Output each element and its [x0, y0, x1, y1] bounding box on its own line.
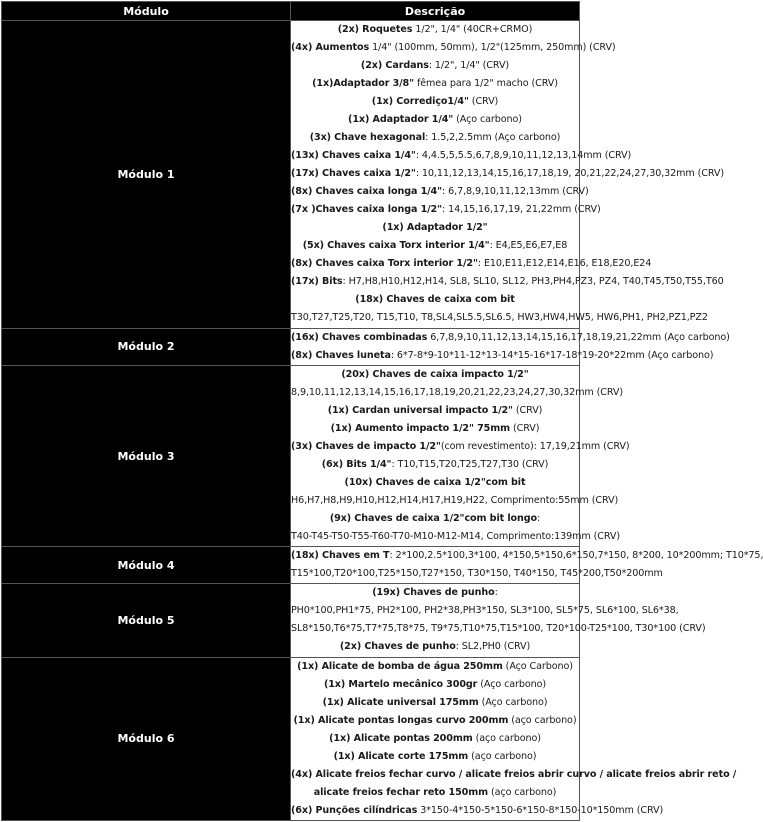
description-line	[291, 291, 579, 309]
item-name: (1x)Adaptador 3/8"	[312, 78, 415, 89]
module-row	[2, 21, 580, 329]
description-line	[291, 766, 737, 784]
description-line	[291, 474, 579, 492]
item-name: (8x) Chaves caixa longa 1/4"	[291, 186, 443, 197]
item-spec: (aço carbono)	[508, 714, 577, 726]
item-name: (6x) Punções cilíndricas	[291, 804, 418, 816]
item-spec: : 14,15,16,17,19, 21,22mm (CRV)	[442, 204, 601, 215]
item-name: (10x) Chaves de caixa 1/2"com bit	[344, 476, 526, 488]
item-spec: :	[537, 512, 541, 524]
module-row	[2, 547, 580, 584]
item-name: (4x) Alicate freios fechar curvo / alicate freios abrir curvo / alicate freios abrir reto /	[291, 768, 737, 780]
description-line	[291, 456, 579, 474]
description-line	[291, 420, 579, 438]
description-line	[291, 329, 730, 347]
item-spec: : SL2,PH0 (CRV)	[455, 641, 531, 653]
item-name: (18x) Chaves em T	[291, 550, 390, 562]
item-spec: (Aço carbono)	[477, 678, 547, 690]
item-spec: : E4,E5,E6,E7,E8	[489, 240, 568, 251]
module-name: Módulo 6	[2, 657, 291, 820]
item-name: (8x) Chaves caixa Torx interior 1/2"	[291, 258, 478, 269]
description-line	[291, 129, 579, 147]
item-spec: T15*100,T20*100,T25*150,T27*150, T30*150, T40*150, T45*200,T50*200mm	[291, 568, 663, 580]
item-spec: (Aço carbono)	[478, 696, 548, 708]
module-name: Módulo 1	[2, 21, 291, 329]
description-line	[291, 510, 579, 528]
item-spec: : H7,H8,H10,H12,H14, SL8, SL10, SL12, PH3,PH4,PZ3, PZ4, T40,T45,T50,T55,T60	[342, 276, 724, 287]
module-description	[291, 547, 763, 584]
description-line	[291, 309, 708, 327]
item-spec: (Aço Carbono)	[502, 660, 573, 672]
module-row	[2, 584, 580, 657]
description-line	[291, 183, 589, 201]
item-name: (19x) Chaves de punho	[372, 587, 495, 599]
item-name: (3x) Chaves de impacto 1/2"	[291, 440, 441, 452]
description-line	[291, 347, 714, 365]
item-name: (20x) Chaves de caixa impacto 1/2"	[341, 368, 529, 380]
item-spec: (CRV)	[510, 422, 540, 434]
description-column-header: Descrição	[291, 2, 580, 21]
description-line	[291, 366, 579, 384]
module-description	[291, 21, 724, 329]
item-name: (17x) Bits	[291, 276, 343, 287]
item-spec: fêmea para 1/2" macho (CRV)	[414, 78, 558, 89]
item-spec: T40-T45-T50-T55-T60-T70-M10-M12-M14, Comprimento:139mm (CRV)	[291, 530, 620, 542]
description-line	[291, 547, 763, 565]
module-column-header: Módulo	[2, 2, 291, 21]
module-description	[291, 328, 730, 365]
item-name: (3x) Chave hexagonal	[309, 132, 426, 143]
item-name: (1x) Cardan universal impacto 1/2"	[327, 404, 513, 416]
item-spec: : 1/2", 1/4" (CRV)	[428, 60, 510, 71]
description-line	[291, 165, 724, 183]
item-spec: 1/2", 1/4" (40CR+CRMO)	[412, 24, 533, 35]
item-name: (1x) Alicate corte 175mm	[333, 750, 469, 762]
description-line	[291, 730, 579, 748]
description-line	[291, 93, 579, 111]
description-line	[291, 620, 706, 638]
tool-kit-table	[1, 1, 763, 821]
description-line	[291, 21, 579, 39]
description-line	[291, 694, 579, 712]
item-spec: 3*150-4*150-5*150-6*150-8*150-10*150mm (CRV)	[417, 804, 664, 816]
description-line	[291, 565, 663, 583]
item-spec: : 1.5,2,2.5mm (Aço carbono)	[425, 132, 561, 143]
item-spec: (CRV)	[512, 404, 543, 416]
item-name: (7x )Chaves caixa longa 1/2"	[291, 204, 443, 215]
description-line	[291, 784, 579, 802]
description-line	[291, 111, 579, 129]
description-line	[291, 528, 620, 546]
description-line	[291, 384, 624, 402]
item-name: (18x) Chaves de caixa com bit	[355, 294, 515, 305]
item-name: (1x) Alicate de bomba de água 250mm	[297, 660, 503, 672]
item-spec: 6,7,8,9,10,11,12,13,14,15,16,17,18,19,21,22mm (Aço carbono)	[427, 331, 730, 343]
item-name: (2x) Roquetes	[337, 24, 413, 35]
item-name: (5x) Chaves caixa Torx interior 1/4"	[302, 240, 490, 251]
description-line	[291, 638, 579, 656]
item-name: (1x) Martelo mecânico 300gr	[323, 678, 478, 690]
item-name: (2x) Chaves de punho	[339, 641, 456, 653]
module-row	[2, 657, 580, 820]
item-name: (17x) Chaves caixa 1/2"	[291, 168, 416, 179]
item-spec: : 6*7-8*9-10*11-12*13-14*15-16*17-18*19-20*22mm (Aço carbono)	[390, 349, 714, 361]
description-line	[291, 602, 679, 620]
item-name: (16x) Chaves combinadas	[291, 331, 428, 343]
item-name: (4x) Aumentos	[291, 42, 370, 53]
item-name: (2x) Cardans	[360, 60, 429, 71]
module-row	[2, 365, 580, 546]
item-spec: (aço carbono)	[488, 786, 557, 798]
description-line	[291, 75, 579, 93]
module-name: Módulo 3	[2, 365, 291, 546]
module-description	[291, 584, 706, 657]
description-line	[291, 147, 632, 165]
item-spec: 1/4" (100mm, 50mm), 1/2"(125mm, 250mm) (CRV)	[369, 42, 616, 53]
description-line	[291, 219, 579, 237]
item-spec: : 4,4.5,5,5.5,6,7,8,9,10,11,12,13,14mm (CRV)	[415, 150, 632, 161]
description-line	[291, 802, 664, 820]
description-line	[291, 57, 579, 75]
description-line	[291, 39, 616, 57]
item-name: (1x) Adaptador 1/2"	[382, 222, 488, 233]
description-line	[291, 237, 579, 255]
module-description	[291, 657, 737, 820]
item-spec: PH0*100,PH1*75, PH2*100, PH2*38,PH3*150, SL3*100, SL5*75, SL6*100, SL6*38,	[291, 605, 679, 617]
description-line	[291, 712, 579, 730]
description-line	[291, 492, 619, 510]
item-name: (13x) Chaves caixa 1/4"	[291, 150, 416, 161]
description-line	[291, 658, 579, 676]
item-spec: (Aço carbono)	[453, 114, 522, 125]
item-spec: SL8*150,T6*75,T7*75,T8*75, T9*75,T10*75,T15*100, T20*100-T25*100, T30*100 (CRV)	[291, 623, 706, 635]
description-line	[291, 201, 601, 219]
item-spec: (aço carbono)	[468, 750, 537, 762]
item-name: (6x) Bits 1/4"	[321, 458, 392, 470]
item-name: (1x) Alicate pontas longas curvo 200mm	[293, 714, 509, 726]
item-name: (1x) Corrediço1/4"	[371, 96, 469, 107]
description-line	[291, 273, 724, 291]
description-line	[291, 584, 579, 602]
description-line	[291, 748, 579, 766]
item-spec: : 10,11,12,13,14,15,16,17,18,19, 20,21,22,24,27,30,32mm (CRV)	[415, 168, 724, 179]
module-name: Módulo 2	[2, 328, 291, 365]
item-spec: 8,9,10,11,12,13,14,15,16,17,18,19,20,21,22,23,24,27,30,32mm (CRV)	[291, 386, 624, 398]
module-name: Módulo 4	[2, 547, 291, 584]
item-name: (1x) Aumento impacto 1/2" 75mm	[330, 422, 511, 434]
item-name: alicate freios fechar reto 150mm	[313, 786, 489, 798]
item-spec: : 2*100,2.5*100,3*100, 4*150,5*150,6*150,7*150, 8*200, 10*200mm; T10*75,	[389, 550, 763, 562]
item-name: (1x) Alicate pontas 200mm	[329, 732, 473, 744]
item-spec: (aço carbono)	[472, 732, 541, 744]
item-name: (8x) Chaves luneta	[291, 349, 391, 361]
item-spec: : T10,T15,T20,T25,T27,T30 (CRV)	[391, 458, 549, 470]
module-row	[2, 328, 580, 365]
item-name: (1x) Alicate universal 175mm	[322, 696, 479, 708]
description-line	[291, 676, 579, 694]
description-line	[291, 402, 579, 420]
item-spec: : 6,7,8,9,10,11,12,13mm (CRV)	[442, 186, 589, 197]
item-spec: : E10,E11,E12,E14,E16, E18,E20,E24	[477, 258, 652, 269]
item-name: (1x) Adaptador 1/4"	[348, 114, 454, 125]
header-row	[2, 2, 580, 21]
item-spec: (com revestimento): 17,19,21mm (CRV)	[440, 440, 630, 452]
item-spec: :	[494, 587, 498, 599]
item-spec: (CRV)	[468, 96, 499, 107]
module-name: Módulo 5	[2, 584, 291, 657]
module-description	[291, 365, 630, 546]
item-name: (9x) Chaves de caixa 1/2"com bit longo	[329, 512, 538, 524]
description-line	[291, 255, 652, 273]
item-spec: T30,T27,T25,T20, T15,T10, T8,SL4,SL5.5,SL6.5, HW3,HW4,HW5, HW6,PH1, PH2,PZ1,PZ2	[291, 312, 708, 323]
item-spec: H6,H7,H8,H9,H10,H12,H14,H17,H19,H22, Comprimento:55mm (CRV)	[291, 494, 619, 506]
description-line	[291, 438, 630, 456]
